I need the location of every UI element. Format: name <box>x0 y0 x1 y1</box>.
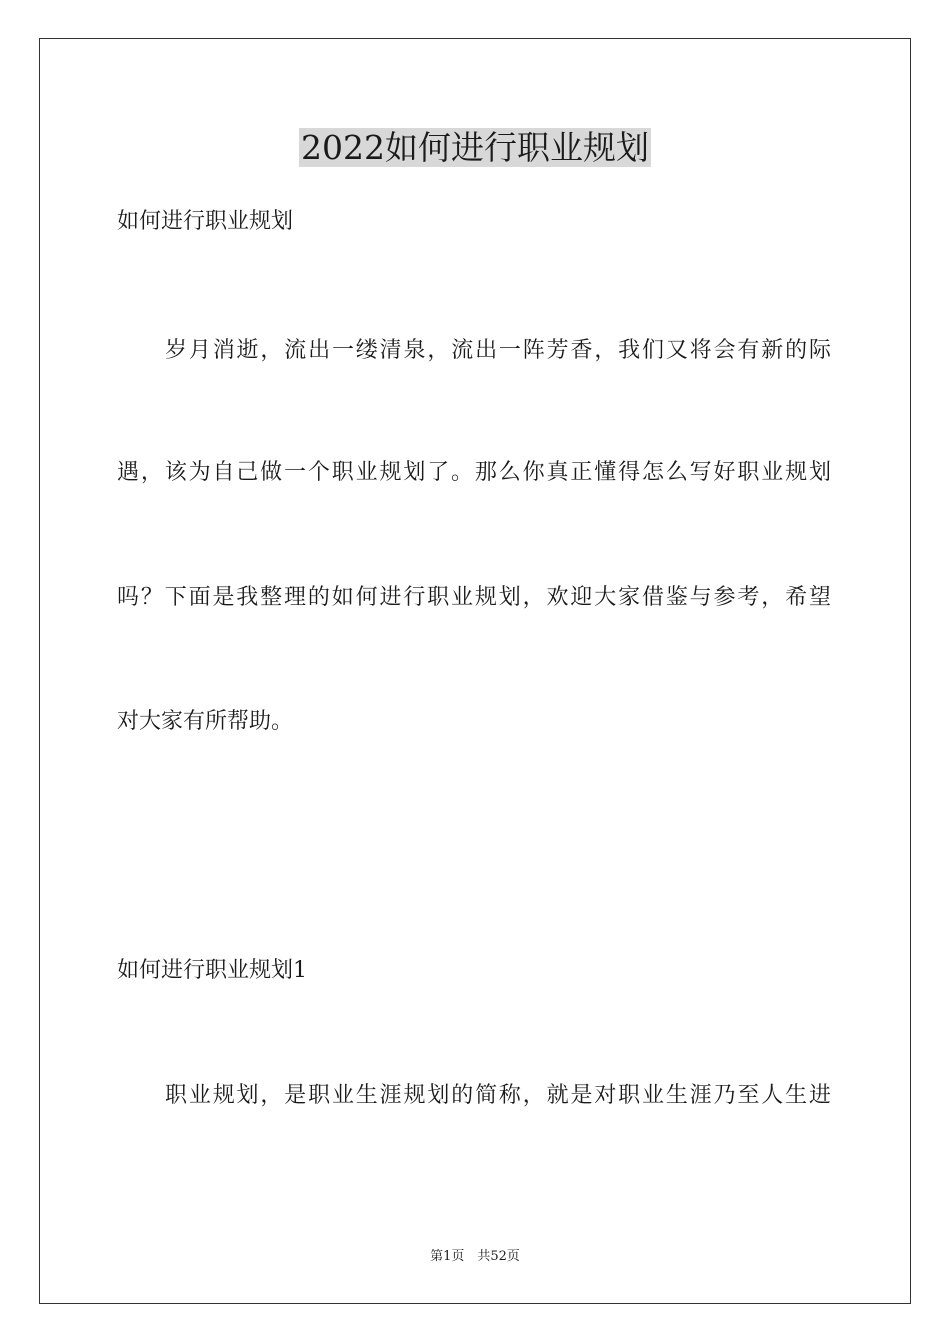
section-heading: 如何进行职业规划 <box>117 209 294 234</box>
page-number-footer: 第1页 共52页 <box>430 1249 520 1264</box>
document-title-text: 2022如何进行职业规划 <box>301 128 649 167</box>
paragraph-line: 岁月消逝，流出一缕清泉，流出一阵芳香，我们又将会有新的际 <box>165 338 831 363</box>
paragraph-line: 吗？下面是我整理的如何进行职业规划，欢迎大家借鉴与参考，希望 <box>117 585 831 610</box>
paragraph-line: 职业规划，是职业生涯规划的简称，就是对职业生涯乃至人生进 <box>165 1083 831 1108</box>
section-heading: 如何进行职业规划1 <box>117 958 307 983</box>
paragraph-line: 对大家有所帮助。 <box>117 709 294 734</box>
document-title <box>0 128 950 168</box>
paragraph-line: 遇，该为自己做一个职业规划了。那么你真正懂得怎么写好职业规划 <box>117 460 831 485</box>
